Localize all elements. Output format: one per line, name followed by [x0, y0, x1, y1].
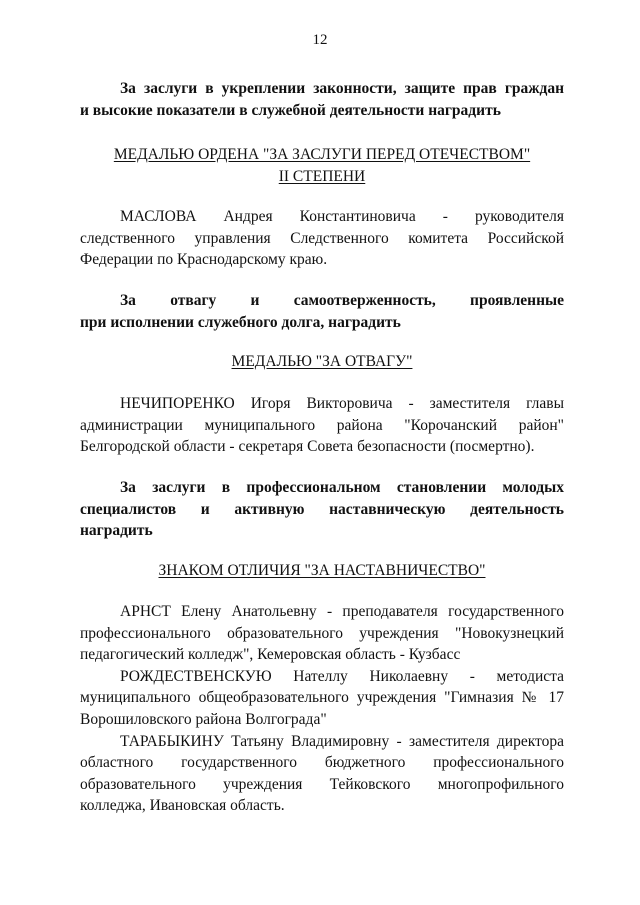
- section2-recipient: [80, 393, 564, 458]
- section2-heading: [80, 290, 564, 333]
- award-title-line: ЗНАКОМ ОТЛИЧИЯ "ЗА НАСТАВНИЧЕСТВО": [158, 562, 486, 579]
- recipient-line: колледжа, Ивановская область.: [80, 797, 285, 815]
- award-title-line: II СТЕПЕНИ: [278, 167, 366, 185]
- recipient-line: профессионального образовательного учреждения "Новокузнецкий: [80, 624, 564, 642]
- recipient-line: РОЖДЕСТВЕНСКУЮ Нателлу Николаевну - методиста: [120, 667, 564, 685]
- heading-line: и высокие показатели в служебной деятельности наградить: [80, 101, 501, 119]
- award-title-line: МЕДАЛЬЮ ОРДЕНА "ЗА ЗАСЛУГИ ПЕРЕД ОТЕЧЕСТВОМ": [113, 146, 531, 163]
- recipient-line: педагогический колледж", Кемеровская область - Кузбасс: [80, 646, 461, 664]
- heading-line: За заслуги в профессиональном становлении молодых: [120, 479, 564, 496]
- heading-line: За заслуги в укреплении законности, защите прав граждан: [120, 80, 564, 97]
- recipient-line: администрации муниципального района "Корочанский район": [80, 416, 564, 434]
- page-number: 12: [312, 32, 328, 48]
- recipient-entry: [80, 601, 564, 666]
- recipient-line: следственного управления Следственного комитета Российской: [80, 229, 564, 247]
- recipient-line: МАСЛОВА Андрея Константиновича - руководителя: [120, 208, 564, 225]
- section1-recipient: [80, 206, 564, 271]
- recipient-line: ТАРАБЫКИНУ Татьяну Владимировну - заместителя директора: [120, 732, 564, 750]
- recipient-line: образовательного учреждения Тейковского многопрофильного: [80, 775, 564, 793]
- heading-line: За отвагу и самоотверженность, проявленные: [120, 292, 564, 309]
- recipient-line: АРНСТ Елену Анатольевну - преподавателя государственного: [120, 603, 564, 620]
- recipient-line: НЕЧИПОРЕНКО Игоря Викторовича - заместителя главы: [120, 395, 564, 412]
- section1-heading: [80, 78, 564, 121]
- heading-line: при исполнении служебного долга, наградить: [80, 313, 401, 331]
- heading-line: наградить: [80, 522, 153, 540]
- award-title-line: МЕДАЛЬЮ "ЗА ОТВАГУ": [231, 353, 413, 370]
- recipient-line: Федерации по Краснодарскому краю.: [80, 251, 328, 269]
- recipient-line: муниципального общеобразовательного учреждения "Гимназия № 17: [80, 689, 564, 707]
- recipient-line: Белгородской области - секретаря Совета безопасности (посмертно).: [80, 438, 535, 456]
- section1-award-title: [80, 144, 564, 187]
- heading-line: специалистов и активную наставническую деятельность: [80, 500, 564, 518]
- section3-heading: [80, 477, 564, 542]
- recipient-entry: [80, 731, 564, 817]
- section3-award-title: [80, 560, 564, 582]
- section2-award-title: [80, 351, 564, 373]
- section3-recipients: [80, 601, 564, 817]
- recipient-line: областного государственного бюджетного профессионального: [80, 754, 564, 772]
- recipient-entry: [80, 666, 564, 731]
- recipient-line: Ворошиловского района Волгограда": [80, 710, 327, 728]
